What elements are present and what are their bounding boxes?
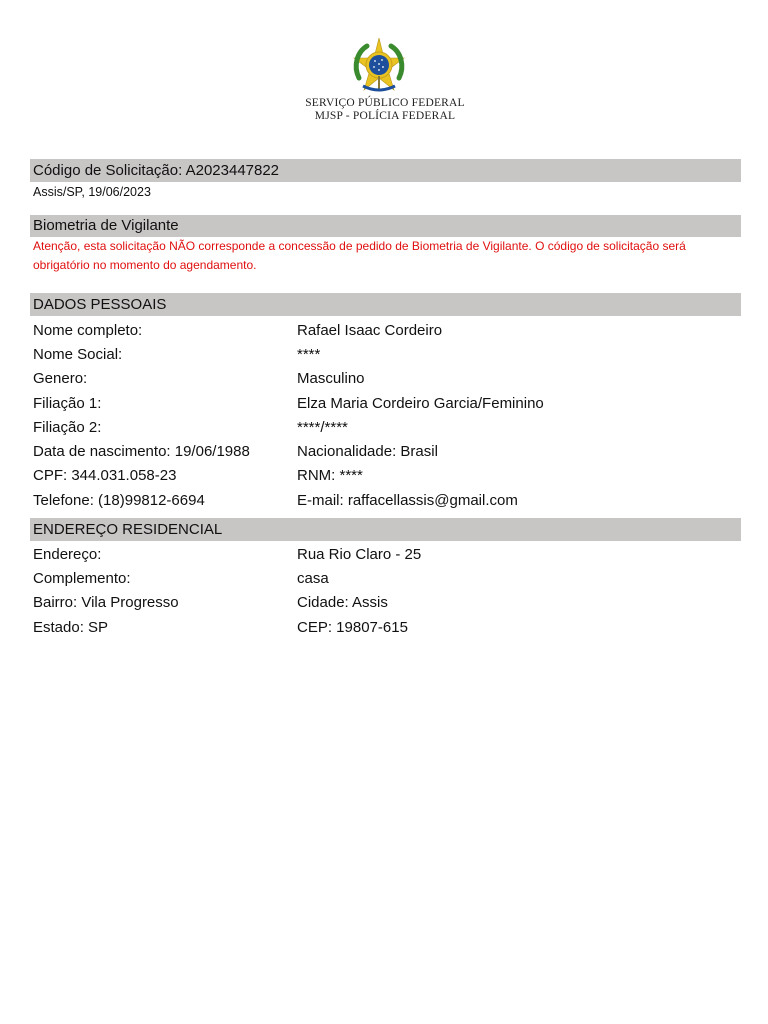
- personal-row: [33, 368, 739, 390]
- field-value: Elza Maria Cordeiro Garcia/Feminino: [297, 395, 544, 412]
- place-date: Assis/SP, 19/06/2023: [33, 185, 151, 199]
- field-value: Rua Rio Claro - 25: [297, 546, 422, 563]
- field-value: Cidade: Assis: [297, 594, 388, 611]
- field-label: Nome completo:: [33, 322, 143, 339]
- service-title-bar: Biometria de Vigilante: [30, 215, 741, 237]
- personal-row: [33, 344, 739, 366]
- field-label: Genero:: [33, 370, 88, 387]
- personal-row: [33, 465, 739, 487]
- org-line-1: SERVIÇO PÚBLICO FEDERAL: [305, 97, 465, 109]
- personal-row: [33, 320, 739, 342]
- personal-row: [33, 393, 739, 415]
- org-line-2: MJSP - POLÍCIA FEDERAL: [314, 110, 456, 122]
- personal-row: [33, 490, 739, 512]
- field-label: Bairro: Vila Progresso: [33, 594, 179, 611]
- field-label: Nome Social:: [33, 346, 123, 363]
- personal-data-title: DADOS PESSOAIS: [30, 293, 741, 316]
- field-label: Data de nascimento: 19/06/1988: [33, 443, 250, 460]
- request-code-bar: Código de Solicitação: A2023447822: [30, 159, 741, 182]
- field-value: casa: [297, 570, 329, 587]
- field-value: Nacionalidade: Brasil: [297, 443, 438, 460]
- field-label: Complemento:: [33, 570, 131, 587]
- field-label: Estado: SP: [33, 619, 109, 636]
- address-row: [33, 544, 739, 566]
- field-label: Telefone: (18)99812-6694: [33, 492, 205, 509]
- field-value: Masculino: [297, 370, 365, 387]
- address-row: [33, 568, 739, 590]
- field-value: ****: [297, 346, 321, 363]
- personal-row: [33, 441, 739, 463]
- address-row: [33, 617, 739, 639]
- field-label: CPF: 344.031.058-23: [33, 467, 177, 484]
- field-value: CEP: 19807-615: [297, 619, 408, 636]
- field-value: RNM: ****: [297, 467, 363, 484]
- personal-row: [33, 417, 739, 439]
- field-label: Filiação 2:: [33, 419, 102, 436]
- brazil-coat-of-arms-icon: [349, 36, 409, 96]
- warning-text: Atenção, esta solicitação NÃO corresponde a concessão de pedido de Biometria de Vigilante. O código de solicitação será obrigatório no momento do agendamento.: [33, 239, 686, 272]
- issuing-organization: [260, 97, 510, 123]
- field-value: E-mail: raffacellassis@gmail.com: [297, 492, 518, 509]
- address-title: ENDEREÇO RESIDENCIAL: [30, 518, 741, 541]
- field-label: Filiação 1:: [33, 395, 102, 412]
- field-value: Rafael Isaac Cordeiro: [297, 322, 443, 339]
- field-value: ****/****: [297, 419, 348, 436]
- address-row: [33, 592, 739, 614]
- field-label: Endereço:: [33, 546, 102, 563]
